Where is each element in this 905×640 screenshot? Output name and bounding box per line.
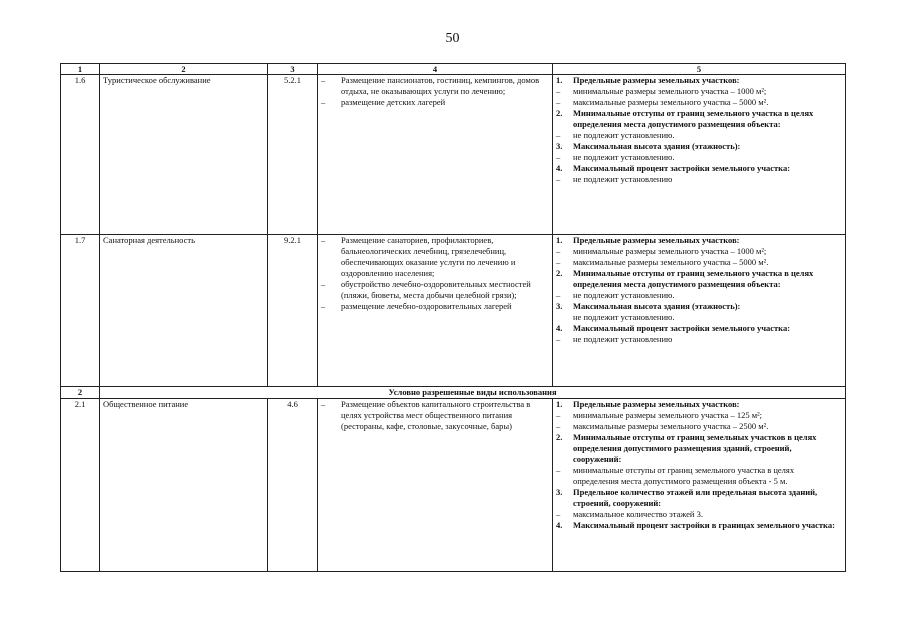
page-number: 50 — [445, 31, 460, 46]
use-type-code: 9.2.1 — [268, 235, 318, 387]
parameter-heading: 4. Максимальный процент застройки земельного участка: — [556, 323, 791, 333]
section-title: Условно разрешенные виды использования — [100, 387, 846, 399]
parameter-item: – максимальные размеры земельного участка – 2500 м². — [556, 421, 842, 432]
parameter-item: – минимальные отступы от границ земельного участка в целях определения места допустимого размещения объекта - 5 м. — [556, 465, 842, 487]
section-row — [61, 387, 846, 399]
parameter-heading: 2. Минимальные отступы от границ земельных участков в целях определения допустимого размещения зданий, строений, сооружений: — [556, 432, 817, 464]
parameter-item: – минимальные размеры земельного участка – 125 м²; — [556, 410, 842, 421]
use-description — [318, 399, 553, 572]
description-item: – Размещение пансионатов, гостиниц, кемпингов, домов отдыха, не оказывающих услуги по лечению; — [321, 75, 549, 97]
parameter-item: – не подлежит установлению — [556, 334, 842, 345]
parameter-item: – максимальные размеры земельного участка – 5000 м². — [556, 97, 842, 108]
parameter-heading: 1. Предельные размеры земельных участков: — [556, 235, 740, 245]
parameters-cell — [553, 399, 846, 572]
section-number: 2 — [61, 387, 100, 399]
parameter-heading: 1. Предельные размеры земельных участков: — [556, 75, 740, 85]
parameter-heading: 4. Максимальный процент застройки в границах земельного участка: — [556, 520, 835, 530]
row-number: 1.6 — [61, 75, 100, 235]
use-type-code: 4.6 — [268, 399, 318, 572]
row-number: 1.7 — [61, 235, 100, 387]
description-item: – размещение детских лагерей — [321, 97, 549, 108]
header-cell: 5 — [553, 64, 846, 75]
parameter-item: – не подлежит установлению — [556, 174, 842, 185]
regulations-table — [60, 63, 846, 572]
table-row — [61, 75, 846, 235]
parameter-item: – минимальные размеры земельного участка – 1000 м²; — [556, 246, 842, 257]
header-cell: 4 — [318, 64, 553, 75]
use-type-code: 5.2.1 — [268, 75, 318, 235]
use-description — [318, 235, 553, 387]
use-type-name: Туристическое обслуживание — [100, 75, 268, 235]
parameter-item: – не подлежит установлению. — [556, 290, 842, 301]
table-row — [61, 235, 846, 387]
row-number: 2.1 — [61, 399, 100, 572]
description-item: – размещение лечебно-оздоровительных лагерей — [321, 301, 549, 312]
parameter-heading: 3. Максимальная высота здания (этажность): — [556, 301, 741, 311]
header-cell: 3 — [268, 64, 318, 75]
description-item: – Размещение объектов капитального строительства в целях устройства мест общественного питания (рестораны, кафе, столовые, закусочные, бары) — [321, 399, 549, 432]
parameter-heading: 1. Предельные размеры земельных участков: — [556, 399, 740, 409]
parameter-heading: 3. Максимальная высота здания (этажность): — [556, 141, 741, 151]
use-description — [318, 75, 553, 235]
table-header-row — [61, 64, 846, 75]
parameters-cell — [553, 235, 846, 387]
description-item: – Размещение санаториев, профилакториев, бальнеологических лечебниц, грязелечебниц, обеспечивающих оказание услуги по лечению и оздоровлению населения; — [321, 235, 549, 279]
parameter-item: – минимальные размеры земельного участка – 1000 м²; — [556, 86, 842, 97]
parameter-item: – максимальное количество этажей 3. — [556, 509, 842, 520]
parameters-cell — [553, 75, 846, 235]
parameter-heading: 2. Минимальные отступы от границ земельного участка в целях определения места допустимого размещения объекта: — [556, 268, 814, 289]
header-cell: 2 — [100, 64, 268, 75]
parameter-item: – максимальные размеры земельного участка – 5000 м². — [556, 257, 842, 268]
description-item: – обустройство лечебно-оздоровительных местностей (пляжи, бюветы, места добычи целебной грязи); — [321, 279, 549, 301]
use-type-name: Санаторная деятельность — [100, 235, 268, 387]
parameter-item: – не подлежит установлению. — [556, 152, 842, 163]
table-row — [61, 399, 846, 572]
parameter-heading: 4. Максимальный процент застройки земельного участка: — [556, 163, 791, 173]
parameter-item: – не подлежит установлению. — [556, 130, 842, 141]
parameter-heading: 3. Предельное количество этажей или предельная высота зданий, строений, сооружений: — [556, 487, 818, 508]
header-cell: 1 — [61, 64, 100, 75]
parameter-heading: 2. Минимальные отступы от границ земельного участка в целях определения места допустимого размещения объекта: — [556, 108, 814, 129]
parameter-item: не подлежит установлению. — [573, 312, 675, 322]
use-type-name: Общественное питание — [100, 399, 268, 572]
